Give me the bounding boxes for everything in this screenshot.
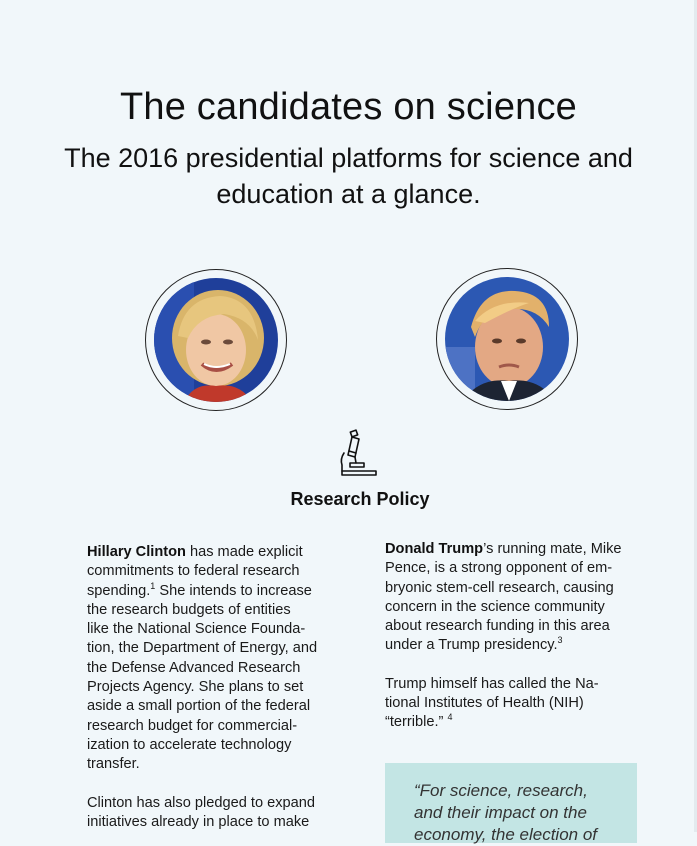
text-line: ization to accelerate technology	[87, 736, 292, 753]
footnote-marker[interactable]: 4	[447, 712, 453, 723]
trump-portrait	[436, 268, 578, 410]
page-title: The candidates on science	[119, 86, 578, 128]
paragraph-gap	[385, 656, 647, 675]
pull-quote-text	[414, 780, 614, 846]
text-line: under a Trump presidency.	[385, 637, 558, 654]
trump-photo-art	[445, 277, 569, 401]
microscope-icon	[338, 429, 380, 477]
trump-photo	[445, 277, 569, 401]
text-line: has made explicit	[185, 544, 303, 560]
text-line: Pence, is a strong opponent of em-	[385, 560, 613, 577]
clinton-paragraph-2	[87, 794, 345, 833]
quote-line: “For science, research,	[414, 781, 588, 800]
clinton-column	[87, 543, 345, 832]
text-line: spending.	[87, 582, 151, 599]
text-line: Clinton has also pledged to expand	[87, 794, 315, 811]
paragraph-gap	[87, 775, 345, 794]
trump-column	[385, 540, 647, 733]
text-line: transfer.	[87, 756, 140, 773]
text-line: about research funding in this area	[385, 618, 610, 635]
footnote-marker[interactable]: 3	[557, 635, 563, 646]
text-line: the research budgets of entities	[87, 601, 291, 618]
trump-name: Donald Trump	[385, 541, 484, 557]
clinton-photo-art	[154, 278, 278, 402]
text-line: like the National Science Founda-	[87, 621, 306, 638]
text-line: tional Institutes of Health (NIH)	[385, 695, 584, 712]
quote-line: and their impact on the	[414, 803, 587, 822]
section-heading: Research Policy	[290, 489, 430, 509]
text-line: tion, the Department of Energy, and	[87, 640, 318, 657]
page-subtitle: The 2016 presidential platforms for science and education at a glance.	[64, 143, 633, 209]
text-line: concern in the science community	[385, 598, 605, 615]
clinton-paragraph-1	[87, 543, 345, 775]
text-line: ’s running mate, Mike	[483, 541, 622, 557]
text-line: research budget for commercial-	[87, 717, 298, 734]
clinton-portrait	[145, 269, 287, 411]
pull-quote-box	[385, 763, 637, 843]
text-line: initiatives already in place to make	[87, 813, 310, 830]
clinton-photo	[154, 278, 278, 402]
text-line: aside a small portion of the federal	[87, 698, 311, 715]
text-line: Trump himself has called the Na-	[385, 675, 599, 692]
text-line: commitments to federal research	[87, 563, 300, 580]
trump-paragraph-1	[385, 540, 647, 656]
clinton-name: Hillary Clinton	[87, 544, 186, 560]
text-line: bryonic stem-cell research, causing	[385, 579, 614, 596]
trump-paragraph-2	[385, 675, 647, 733]
text-line: She intends to increase	[155, 582, 312, 599]
text-line: the Defense Advanced Research	[87, 659, 301, 676]
text-line: “terrible.”	[385, 714, 448, 731]
text-line: Projects Agency. She plans to set	[87, 679, 304, 696]
quote-line: economy, the election of	[414, 825, 598, 844]
footnote-marker[interactable]: 1	[150, 580, 156, 591]
